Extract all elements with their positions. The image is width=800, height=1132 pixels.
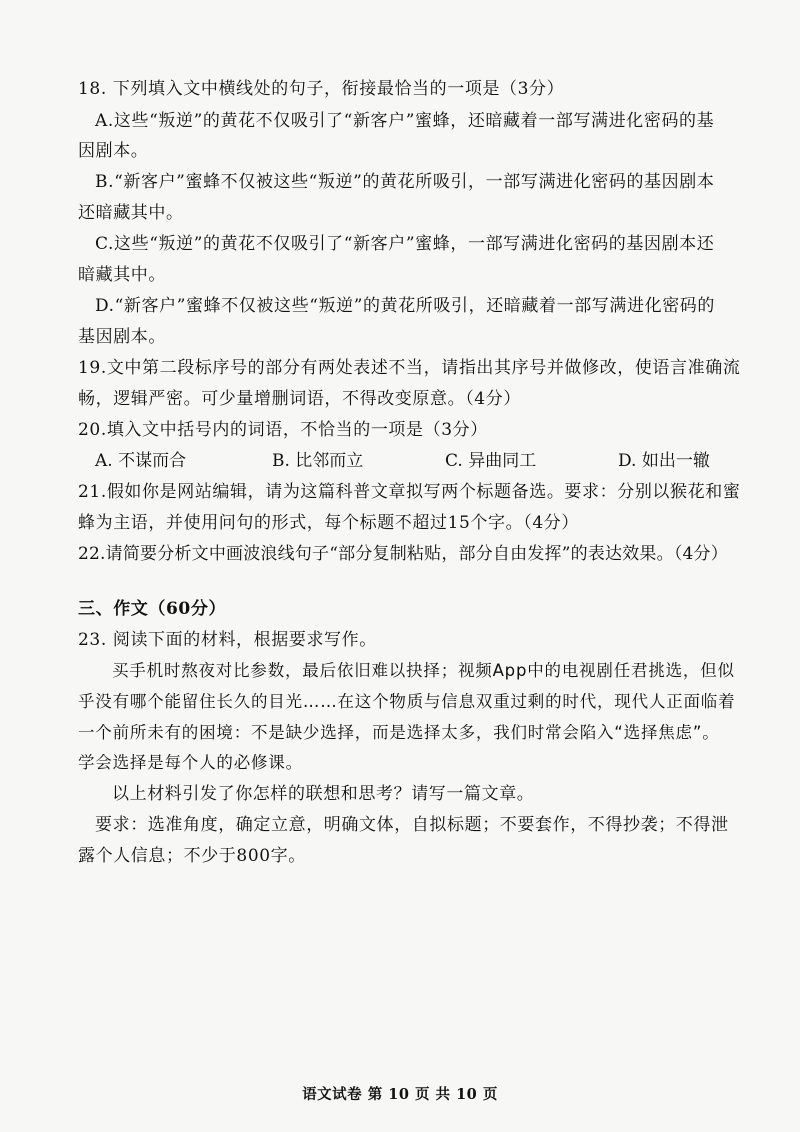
q23-stem: 23. 阅读下面的材料，根据要求写作。 — [78, 630, 377, 650]
q20-option-b: B. 比邻而立 — [272, 451, 364, 471]
q19-line1: 19.文中第二段标序号的部分有两处表述不当，请指出其序号并做修改，使语言准确流 — [78, 358, 741, 378]
q18-option-a-line1: A.这些“叛逆”的黄花不仅吸引了“新客户”蜜蜂，还暗藏着一部写满进化密码的基 — [95, 111, 715, 131]
q23-material-line2: 乎没有哪个能留住长久的目光……在这个物质与信息双重过剩的时代，现代人正面临着 — [78, 692, 736, 711]
q20-option-c: C. 异曲同工 — [445, 451, 537, 471]
q20-option-a: A. 不谋而合 — [95, 451, 187, 471]
q18-option-c-line2: 暗藏其中。 — [78, 265, 166, 285]
q20-option-d: D. 如出一辙 — [618, 451, 710, 471]
q20-stem: 20.填入文中括号内的词语，不恰当的一项是（3分） — [78, 420, 488, 440]
q18-stem: 18. 下列填入文中横线处的句子，衔接最恰当的一项是（3分） — [78, 79, 565, 99]
q23-material-line3: 一个前所未有的困境：不是缺少选择，而是选择太多，我们时常会陷入“选择焦虑”。 — [78, 723, 720, 742]
q21-line1: 21.假如你是网站编辑，请为这篇科普文章拟写两个标题备选。要求：分别以猴花和蜜 — [78, 482, 741, 502]
q18-option-a-line2: 因剧本。 — [78, 141, 149, 161]
section-3-title: 三、作文（60分） — [78, 599, 227, 619]
q23-requirement-line2: 露个人信息；不少于800字。 — [78, 846, 306, 866]
q23-material-line4: 学会选择是每个人的必修课。 — [78, 753, 303, 772]
q23-prompt: 以上材料引发了你怎样的联想和思考？请写一篇文章。 — [112, 784, 535, 804]
q18-option-c-line1: C.这些“叛逆”的黄花不仅吸引了“新客户”蜜蜂，一部写满进化密码的基因剧本还 — [95, 234, 715, 254]
q19-line2: 畅，逻辑严密。可少量增删词语，不得改变原意。（4分） — [78, 389, 521, 409]
q18-option-b-line1: B.“新客户”蜜蜂不仅被这些“叛逆”的黄花所吸引，一部写满进化密码的基因剧本 — [95, 172, 715, 192]
q18-option-b-line2: 还暗藏其中。 — [78, 203, 184, 223]
page-footer: 语文试卷 第 10 页 共 10 页 — [302, 1086, 498, 1103]
q18-option-d-line1: D.“新客户”蜜蜂不仅被这些“叛逆”的黄花所吸引，还暗藏着一部写满进化密码的 — [95, 296, 715, 316]
q21-line2: 蜂为主语，并使用问句的形式，每个标题不超过15个字。（4分） — [78, 513, 579, 533]
q18-option-d-line2: 基因剧本。 — [78, 327, 166, 347]
q23-requirement-line1: 要求：选准角度，确定立意，明确文体，自拟标题；不要套作，不得抄袭；不得泄 — [95, 815, 729, 835]
q22-line1: 22.请简要分析文中画波浪线句子“部分复制粘贴，部分自由发挥”的表达效果。（4分） — [78, 544, 728, 564]
q23-material-line1: 买手机时熬夜对比参数，最后依旧难以抉择；视频App中的电视剧任君挑选，但似 — [112, 661, 735, 680]
